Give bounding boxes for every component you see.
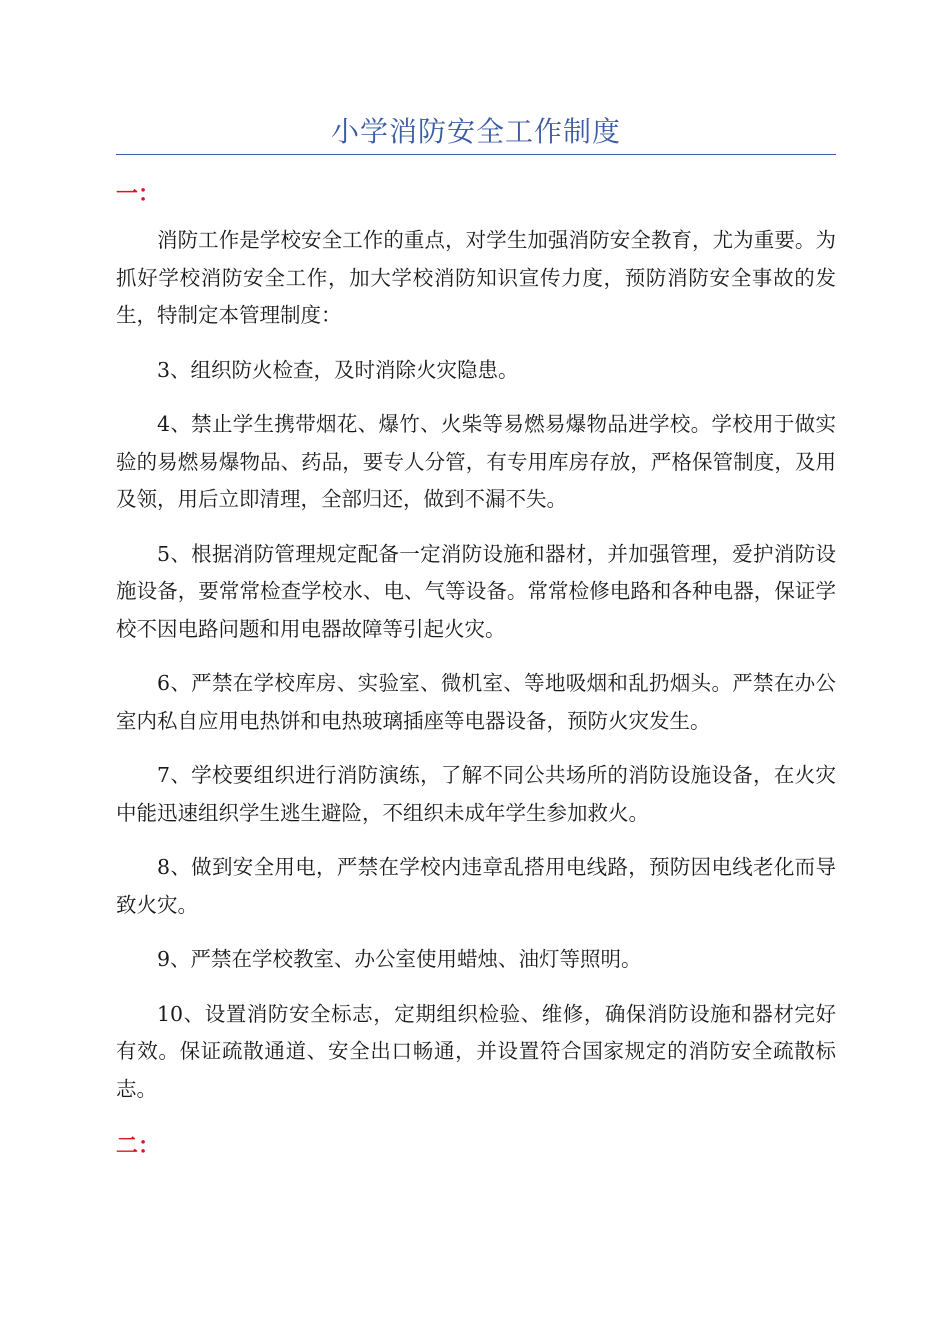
paragraph-item-9: 9、严禁在学校教室、办公室使用蜡烛、油灯等照明。	[157, 947, 642, 971]
paragraph-item-3: 3、组织防火检查，及时消除火灾隐患。	[157, 357, 519, 382]
paragraph-item-10: 10、设置消防安全标志，定期组织检验、维修，确保消防设施和器材完好有效。保证疏散通道、安全出口畅通，并设置符合国家规定的消防安全疏散标志。	[116, 1001, 836, 1101]
paragraph-item-6: 6、严禁在学校库房、实验室、微机室、等地吸烟和乱扔烟头。严禁在办公室内私自应用电热饼和电热玻璃插座等电器设备，预防火灾发生。	[116, 671, 836, 733]
title-underline	[116, 154, 836, 155]
paragraph-intro: 消防工作是学校安全工作的重点，对学生加强消防安全教育，尤为重要。为抓好学校消防安全工作，加大学校消防知识宣传力度，预防消防安全事故的发生，特制定本管理制度：	[116, 228, 836, 327]
document-title: 小学消防安全工作制度	[330, 115, 621, 148]
document-body	[116, 222, 836, 1125]
paragraph-item-7: 7、学校要组织进行消防演练，了解不同公共场所的消防设施设备，在火灾中能迅速组织学生逃生避险，不组织未成年学生参加救火。	[116, 763, 836, 825]
section-heading-one: 一：	[116, 182, 161, 207]
paragraph-item-5: 5、根据消防管理规定配备一定消防设施和器材，并加强管理，爱护消防设施设备，要常常检查学校水、电、气等设备。常常检修电路和各种电器，保证学校不因电路问题和用电器故障等引起火灾。	[116, 541, 836, 641]
section-heading-two: 二：	[116, 1134, 161, 1159]
paragraph-item-4: 4、禁止学生携带烟花、爆竹、火柴等易燃易爆物品进学校。学校用于做实验的易燃易爆物品、药品，要专人分管，有专用库房存放，严格保管制度，及用及领，用后立即清理，全部归还，做到不漏不失。	[116, 412, 836, 511]
paragraph-item-8: 8、做到安全用电，严禁在学校内违章乱搭用电线路，预防因电线老化而导致火灾。	[116, 855, 836, 917]
